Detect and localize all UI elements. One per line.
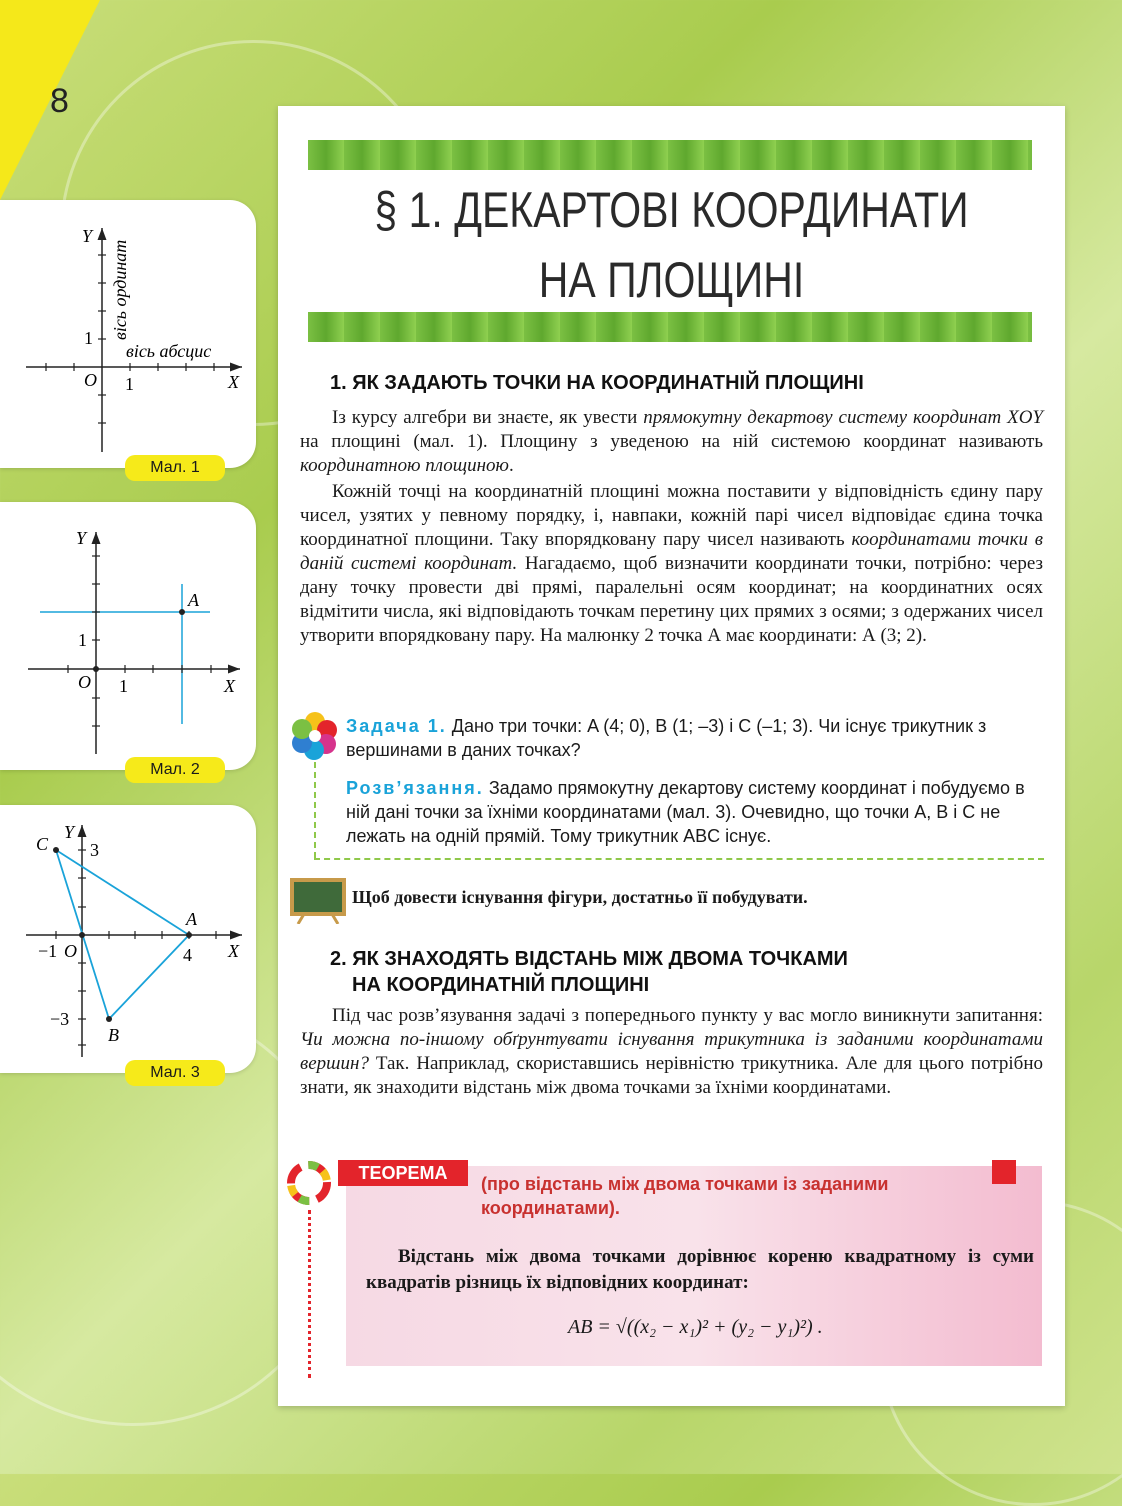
page-number: 8 [50,82,69,120]
chalkboard-icon [290,878,346,924]
tick-label-four: 4 [183,945,192,965]
page-title-line-1: § 1. ДЕКАРТОВІ КООРДИНАТИ [374,182,969,238]
task-flower-icon [290,710,340,760]
theorem-body: Відстань між двома точками дорівнює кореню квадратному із суми квадратів різниць їх відповідних координат: [366,1246,1034,1293]
text-span: Кожній точці на координатній площині можна поставити у відповідність єдину пару чисел, узятих у певному порядку, і, навпаки, кожній парі чисел відповідає єдина точка координатної площини. Таку впорядковану пару чисел називають [300,481,1043,550]
point-b-label: B [108,1025,119,1045]
solution-label: Розв’язання. [346,778,484,798]
point-c-label: C [36,834,49,854]
text-span: Із курсу алгебри ви знаєте, як увести [332,407,644,428]
point-a-label: A [188,590,199,610]
tick-label-x: 1 [125,374,134,394]
text-span: . [508,455,514,476]
theorem-subtitle: (про відстань між двома точками із заданими координатами). [481,1174,889,1218]
tick-label-y: 1 [84,328,93,348]
solution-text: Задамо прямокутну декартову систему координат і побудуємо в ній дані точки за їхніми координатами (мал. 3). Очевидно, що точки A, B і C не лежать на одній прямій. Тому трикутник ABC існує. [346,778,1025,846]
rule-statement: Щоб довести існування фігури, достатньо її побудувати. [352,887,808,907]
task-dashed-bottom [314,858,1044,860]
theorem-dotted-line [308,1210,311,1378]
figure-1-graph [0,200,256,468]
text-span: Під час розв’язування задачі з попереднього пункту у вас могло виникнути запитання: [332,1005,1043,1026]
bottom-decor-band [308,312,1032,342]
task-text: Дано три точки: A (4; 0), B (1; –3) і C (–1; 3). Чи існує трикутник з вершинами в даних точках? [346,716,987,760]
section-1-paragraph-1 [300,406,1043,478]
section-1-paragraph-2 [300,480,1043,648]
figure-2-card [0,502,256,778]
figure-2-label: Мал. 2 [125,757,225,783]
y-axis-label: Y [76,528,87,548]
tick-label-y: 1 [78,630,87,650]
text-span: Нагадаємо, щоб визначити координати точки, потрібно: через дану точку провести дві прямі, паралельні осям координат; на координатних осях відмітити числа, які відповідають точкам перетину цих прямих з осями; з одержаних чисел утворити впорядковану пару. На малюнку 2 точка А має координати: А (3; 2). [300,553,1044,646]
figure-2-graph [0,502,256,770]
section-2-heading-line-2: НА КООРДИНАТНІЙ ПЛОЩИНІ [352,974,650,996]
origin-label: O [78,672,91,692]
y-axis-label: Y [82,226,93,246]
x-axis-label: X [224,676,235,696]
figure-3-card [0,805,256,1081]
x-axis-label: X [228,941,239,961]
italic-term: прямокутну декартову систему координат XOY [643,407,1043,428]
figure-1-card [0,200,256,476]
y-axis-label: Y [64,822,75,842]
section-2-paragraph [300,1004,1043,1100]
section-2-heading-line-1: 2. ЯК ЗНАХОДЯТЬ ВІДСТАНЬ МІЖ ДВОМА ТОЧКАМИ [330,948,848,970]
section-1-heading: 1. ЯК ЗАДАЮТЬ ТОЧКИ НА КООРДИНАТНІЙ ПЛОЩИНІ [330,372,864,394]
task-1 [346,714,1046,762]
point-a-label: A [186,909,197,929]
origin-label: O [84,370,97,390]
italic-term: координатами точки в даній системі координат. [300,529,1043,574]
tick-label-x: 1 [119,676,128,696]
task-label: Задача 1. [346,716,447,736]
figure-1-label: Мал. 1 [125,455,225,481]
x-axis-label: X [228,372,239,392]
x-axis-name: вісь абсцис [126,341,212,361]
page-title-line-2: НА ПЛОЩИНІ [538,252,805,308]
theorem-tag: ТЕОРЕМА [338,1160,468,1186]
figure-3-label: Мал. 3 [125,1060,225,1086]
task-dashed-line [314,762,316,858]
origin-label: O [64,941,77,961]
italic-term: Чи можна по-іншому обґрунтувати існування трикутника із заданими координатами вершин? [300,1029,1043,1074]
distance-formula: AB = √((x₂ − x₁)² + (y₂ − y₁)²) . [568,1316,823,1338]
task-solution [346,776,1046,848]
text-span: Так. Наприклад, скориставшись нерівністю трикутника. Але для цього потрібно знати, як знаходити відстань між двома точками за їхніми координатами. [300,1053,1043,1098]
tick-label-minus-one: −1 [38,941,58,961]
y-axis-name: вісь ординат [110,239,130,340]
theorem-ring-icon [284,1158,334,1208]
figure-3-graph [0,805,256,1073]
tick-label-three: 3 [90,840,99,860]
content-panel [278,106,1065,1406]
tick-label-minus-three: −3 [50,1009,70,1029]
top-decor-band [308,140,1032,170]
italic-term: координатною площиною [300,455,509,476]
text-span: на площині (мал. 1). Площину з уведеною на ній системою координат називають [300,431,1043,452]
